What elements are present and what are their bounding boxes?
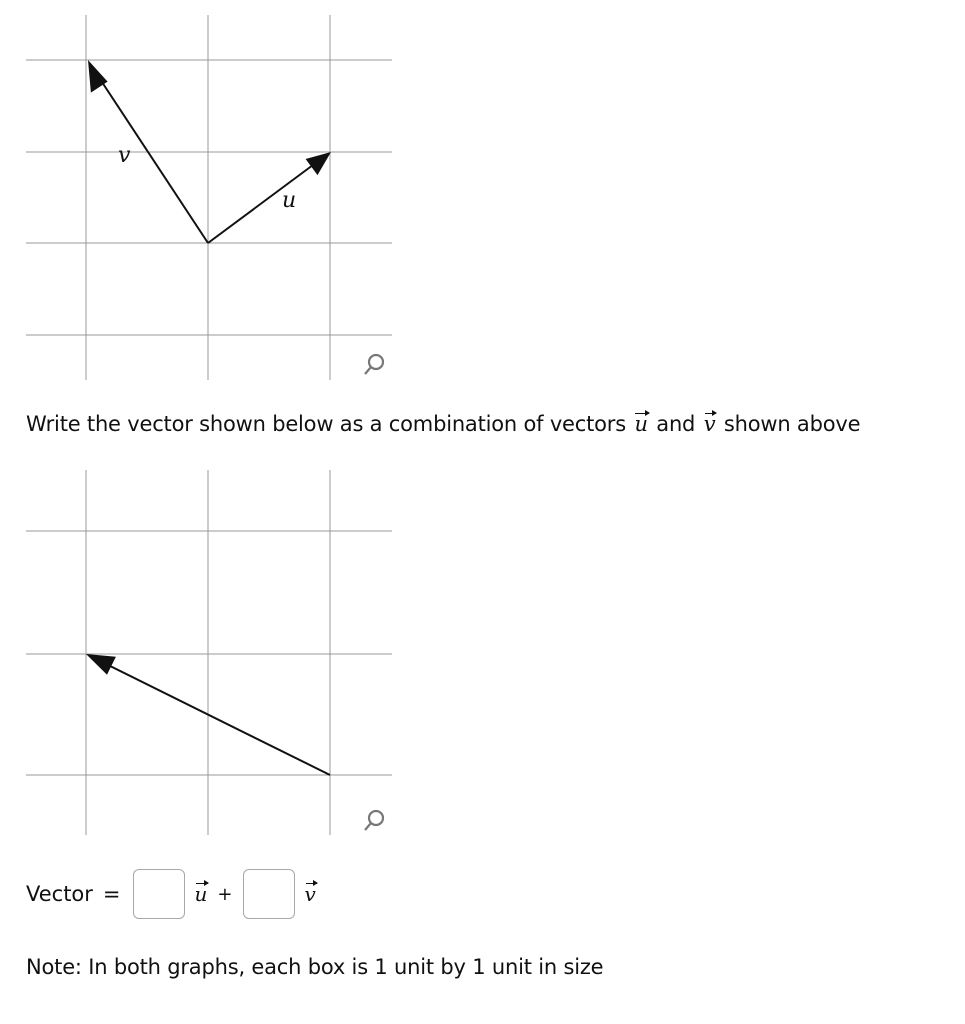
target-vector-graph bbox=[0, 455, 400, 840]
prompt-text-before: Write the vector shown below as a combination of vectors bbox=[26, 412, 626, 436]
zoom-icon[interactable] bbox=[365, 811, 383, 830]
answer-row bbox=[26, 866, 318, 922]
grid bbox=[26, 15, 392, 380]
grid bbox=[26, 470, 392, 835]
vector-v-label: v bbox=[118, 143, 131, 168]
u-coefficient-input[interactable] bbox=[133, 869, 185, 919]
u-vector-symbol: u bbox=[634, 412, 648, 436]
grid-size-note: Note: In both graphs, each box is 1 unit by 1 unit in size bbox=[26, 955, 604, 979]
zoom-icon[interactable] bbox=[365, 355, 383, 374]
prompt-text-after: shown above bbox=[723, 412, 861, 436]
v-coefficient-input[interactable] bbox=[243, 869, 295, 919]
vector-label: Vector bbox=[26, 882, 93, 906]
equals-sign: = bbox=[102, 882, 121, 906]
v-vector-symbol: v bbox=[703, 412, 716, 436]
v-vector-symbol: v bbox=[304, 882, 316, 906]
prompt-text-middle: and bbox=[656, 412, 696, 436]
question-prompt bbox=[26, 412, 860, 436]
plus-sign: + bbox=[217, 883, 233, 905]
u-vector-symbol: u bbox=[194, 882, 208, 906]
vector-u bbox=[208, 152, 331, 243]
vectors-u-v-graph bbox=[0, 0, 400, 385]
vector-u-label: u bbox=[282, 188, 297, 213]
